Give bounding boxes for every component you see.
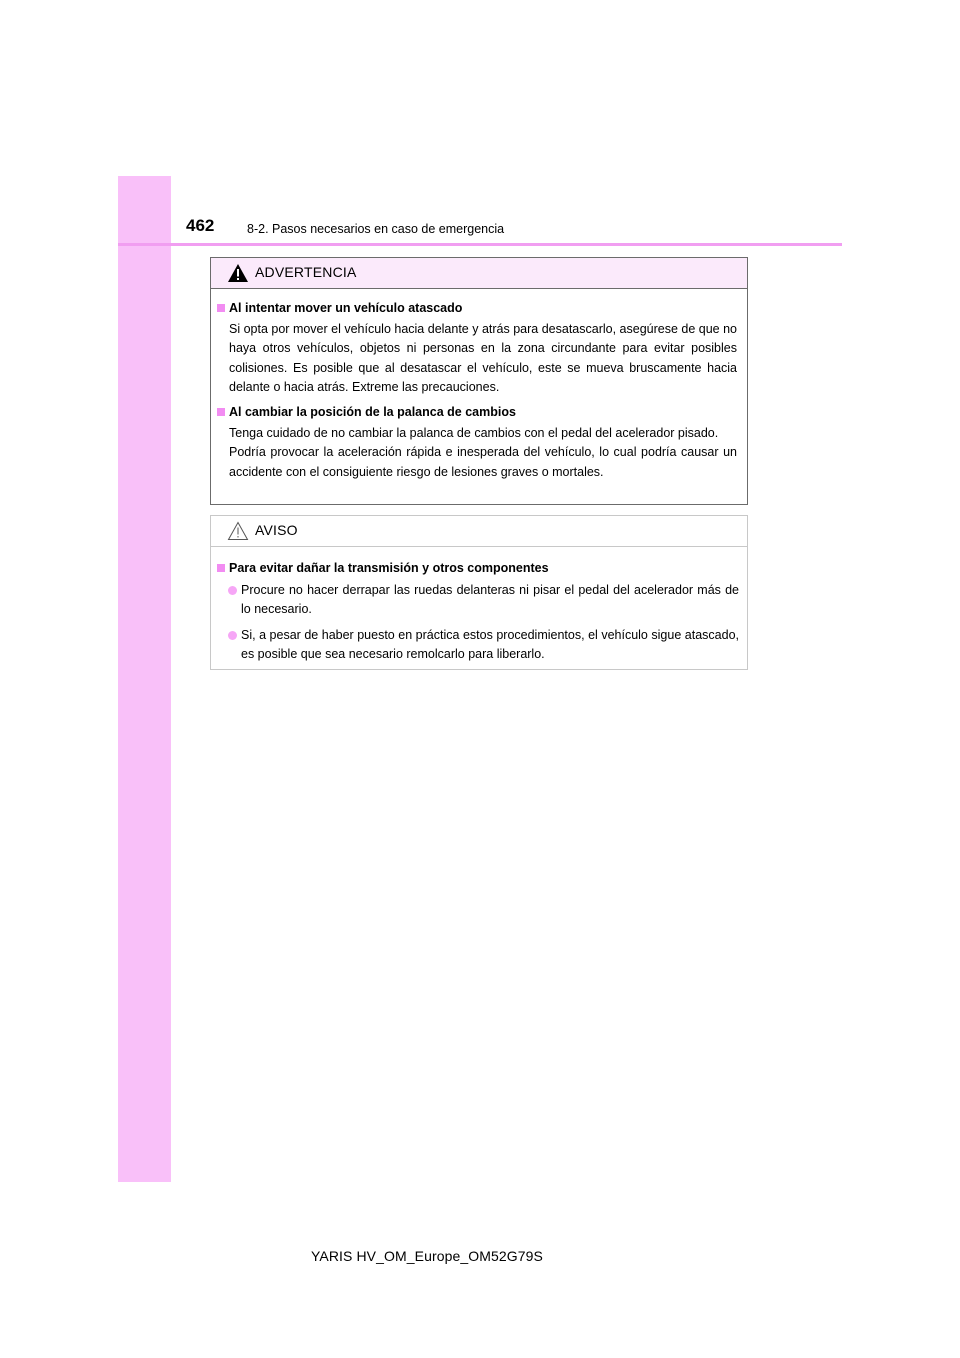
warning-paragraph-3: Podría provocar la aceleración rápida e inesperada del vehículo, lo cual podría causar un accidente con el consiguiente riesgo de lesiones graves o mortales. xyxy=(229,445,737,479)
heading-marker-icon xyxy=(217,304,225,312)
warning-heading-2 xyxy=(219,403,739,422)
caution-triangle-outline-icon xyxy=(227,521,249,541)
section-title: 8-2. Pasos necesarios en caso de emergencia xyxy=(247,222,505,236)
bullet-dot-icon xyxy=(228,631,237,640)
notice-box-header xyxy=(211,516,747,547)
warning-paragraph-1: Si opta por mover el vehículo hacia delante y atrás para desatascarlo, asegúrese de que no haya otros vehículos, objetos ni personas en la zona circundante para evitar posibles colisiones. Es posible que al desatascar el vehículo, este se mueva bruscamente hacia delante o hacia atrás. Extreme las precauciones. xyxy=(229,322,737,394)
page-number: 462 xyxy=(186,216,215,235)
warning-box-body xyxy=(211,289,747,482)
warning-box-header xyxy=(211,258,747,289)
notice-box-body xyxy=(211,547,747,664)
warning-triangle-filled-icon xyxy=(227,263,249,283)
footer-doc-code: YARIS HV_OM_Europe_OM52G79S xyxy=(311,1248,543,1264)
notice-bullet-1 xyxy=(219,581,739,620)
notice-heading-text: Para evitar dañar la transmisión y otros componentes xyxy=(229,561,549,575)
header-rule xyxy=(118,243,842,246)
warning-box xyxy=(210,257,748,505)
notice-heading xyxy=(219,559,739,578)
warning-paragraph-2: Tenga cuidado de no cambiar la palanca de cambios con el pedal del acelerador pisado. xyxy=(229,426,719,441)
notice-bullet-2-text: Si, a pesar de haber puesto en práctica estos procedimientos, el vehículo sigue atascado, es posible que sea necesario remolcarlo para liberarlo. xyxy=(241,627,739,661)
bullet-dot-icon xyxy=(228,586,237,595)
heading-marker-icon xyxy=(217,408,225,416)
notice-bullet-1-text: Procure no hacer derrapar las ruedas delanteras ni pisar el pedal del acelerador más de lo necesario. xyxy=(241,583,739,617)
notice-box xyxy=(210,515,748,670)
notice-box-title: AVISO xyxy=(255,522,298,538)
side-band xyxy=(118,176,171,1182)
warning-heading-2-text: Al cambiar la posición de la palanca de cambios xyxy=(229,405,516,420)
warning-heading-1 xyxy=(219,299,739,318)
warning-heading-1-text: Al intentar mover un vehículo atascado xyxy=(229,301,463,315)
warning-box-title: ADVERTENCIA xyxy=(255,264,357,280)
notice-bullet-2 xyxy=(219,626,739,665)
heading-marker-icon xyxy=(217,564,225,572)
